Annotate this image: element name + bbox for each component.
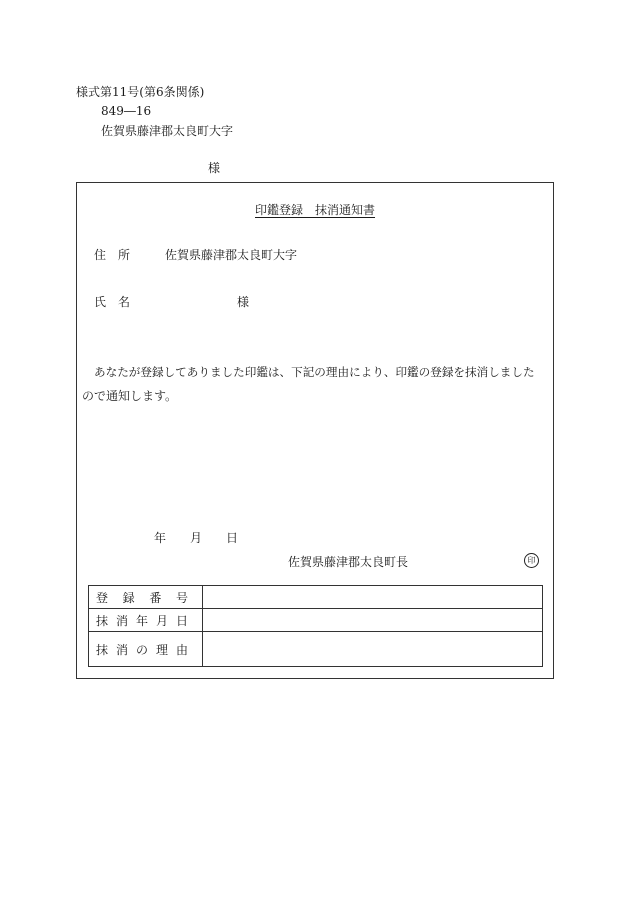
date-year: 年 — [154, 531, 167, 545]
registration-table — [88, 585, 543, 667]
registration-number-value[interactable] — [203, 586, 543, 609]
name-label: 氏 名 — [94, 295, 131, 309]
date-day: 日 — [226, 531, 239, 545]
row-label-char: 抹 — [96, 642, 109, 657]
document-number: 849―16 — [101, 104, 152, 118]
table-row — [89, 586, 543, 609]
body-text-line-2: ので通知します。 — [82, 389, 178, 403]
row-label-cancellation-reason — [89, 632, 203, 667]
row-label-char: 日 — [175, 613, 188, 628]
row-label-char: 月 — [155, 613, 168, 628]
row-label-registration-number — [89, 586, 203, 609]
row-label-char: の — [135, 642, 148, 657]
row-label-char: 登 — [96, 590, 109, 605]
cancellation-date-value[interactable] — [203, 609, 543, 632]
row-label-char: 年 — [135, 613, 148, 628]
form-number: 様式第11号(第6条関係) — [76, 85, 205, 99]
row-label-char: 番 — [149, 590, 162, 605]
address-label: 住 所 — [94, 248, 131, 262]
address-value: 佐賀県藤津郡太良町大字 — [165, 248, 298, 262]
row-label-char: 消 — [115, 642, 128, 657]
issuer-address: 佐賀県藤津郡太良町大字 — [101, 124, 234, 138]
addressee-honorific: 様 — [208, 161, 221, 175]
name-honorific: 様 — [237, 295, 250, 309]
row-label-char: 由 — [175, 642, 188, 657]
table-row — [89, 632, 543, 667]
row-label-char: 録 — [122, 590, 135, 605]
signatory: 佐賀県藤津郡太良町長 — [288, 555, 409, 569]
table-row — [89, 609, 543, 632]
date-month: 月 — [190, 531, 203, 545]
row-label-char: 理 — [155, 642, 168, 657]
row-label-char: 号 — [175, 590, 188, 605]
row-label-char: 抹 — [96, 613, 109, 628]
seal-mark-icon: 印 — [524, 553, 539, 568]
body-text-line-1: あなたが登録してありました印鑑は、下記の理由により、印鑑の登録を抹消しました — [94, 365, 535, 379]
row-label-cancellation-date — [89, 609, 203, 632]
form-title: 印鑑登録 抹消通知書 — [255, 203, 376, 217]
cancellation-reason-value[interactable] — [203, 632, 543, 667]
row-label-char: 消 — [115, 613, 128, 628]
